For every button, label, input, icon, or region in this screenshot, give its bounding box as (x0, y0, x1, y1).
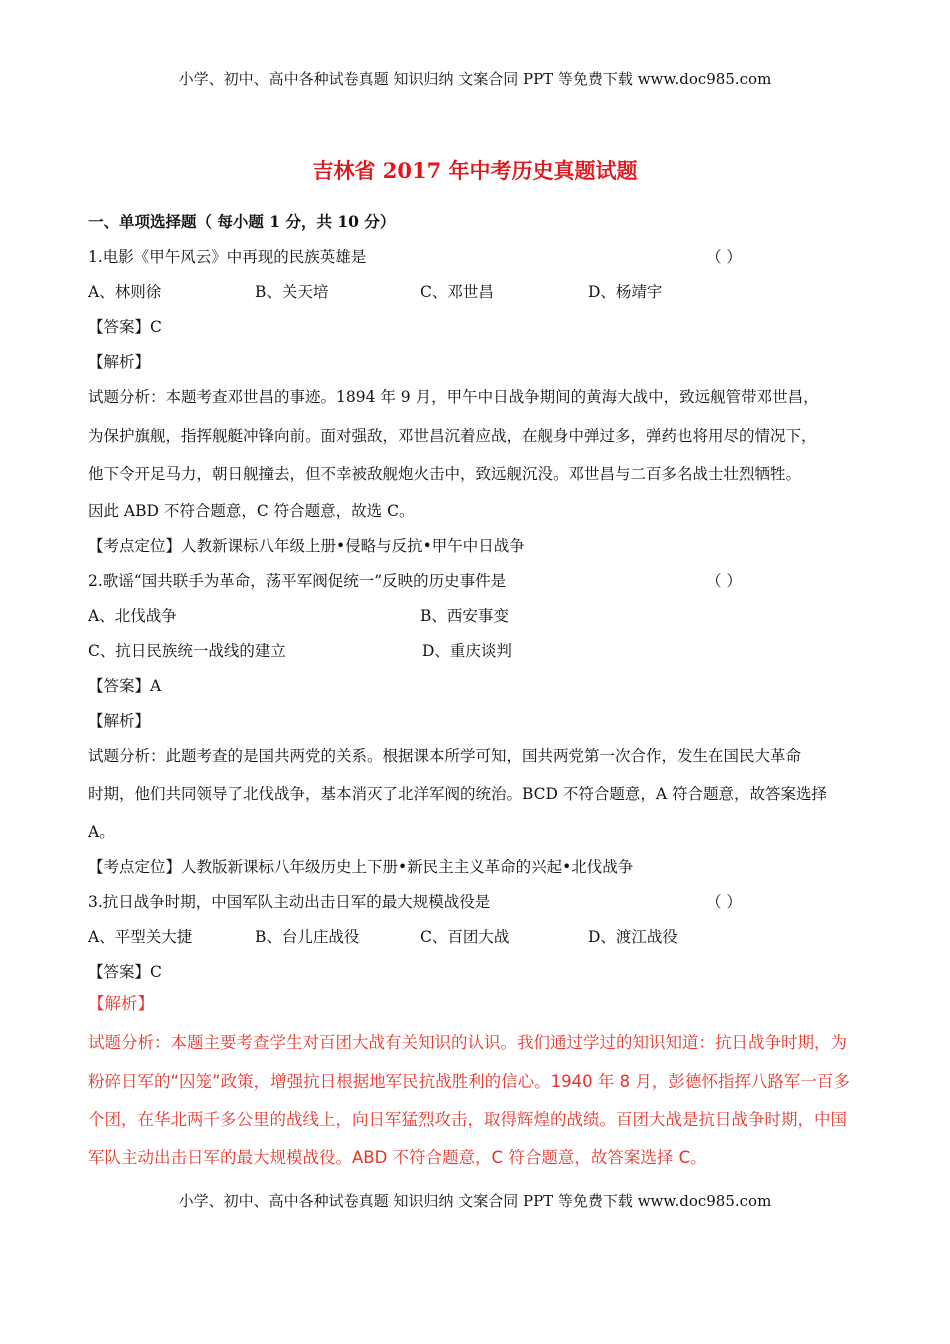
q3-answer-paren: （ ） (706, 893, 742, 911)
q2-analysis-line: A。 (88, 823, 115, 841)
section-heading: 一、单项选择题（ 每小题 1 分，共 10 分） (88, 212, 396, 231)
q3-option-b: B、台儿庄战役 (255, 928, 360, 946)
q2-option-a: A、北伐战争 (88, 607, 177, 625)
q1-analysis-line: 因此 ABD 不符合题意，C 符合题意，故选 C。 (88, 502, 415, 520)
q3-option-d: D、渡江战役 (588, 928, 678, 946)
q3-analysis-line: 军队主动出击日军的最大规模战役。ABD 不符合题意，C 符合题意，故答案选择 C。 (88, 1148, 707, 1167)
q1-analysis-line: 试题分析：本题考查邓世昌的事迹。1894 年 9 月，甲午中日战争期间的黄海大战中，致远舰管带邓世昌， (88, 388, 819, 406)
q2-analysis-line: 时期，他们共同领导了北伐战争，基本消灭了北洋军阀的统治。BCD 不符合题意，A 符合题意，故答案选择 (88, 785, 828, 803)
q1-option-b: B、关天培 (255, 283, 329, 301)
q3-answer: 【答案】C (88, 963, 162, 981)
q1-option-d: D、杨靖宇 (588, 283, 663, 301)
q1-option-c: C、邓世昌 (420, 283, 494, 301)
q1-stem: 1.电影《甲午风云》中再现的民族英雄是 (88, 248, 367, 266)
q1-kaodian: 【考点定位】人教新课标八年级上册•侵略与反抗•甲午中日战争 (88, 537, 525, 555)
q2-option-c: C、抗日民族统一战线的建立 (88, 642, 286, 660)
q3-analysis-line: 试题分析：本题主要考查学生对百团大战有关知识的认识。我们通过学过的知识知道：抗日战争时期，为 (88, 1033, 847, 1052)
q1-analysis-line: 他下令开足马力，朝日舰撞去，但不幸被敌舰炮火击中，致远舰沉没。邓世昌与二百多名战士壮烈牺牲。 (88, 465, 802, 483)
page-header: 小学、初中、高中各种试卷真题 知识归纳 文案合同 PPT 等免费下载 www.doc985.com (178, 70, 772, 88)
q3-analysis-line: 粉碎日军的“囚笼”政策，增强抗日根据地军民抗战胜利的信心。1940 年 8 月，彭德怀指挥八路军一百多 (88, 1072, 850, 1091)
q2-option-b: B、西安事变 (420, 607, 509, 625)
q1-option-a: A、林则徐 (88, 283, 162, 301)
q2-stem: 2.歌谣“国共联手为革命，荡平军阀促统一”反映的历史事件是 (88, 572, 507, 590)
q2-analysis-line: 试题分析：此题考查的是国共两党的关系。根据课本所学可知，国共两党第一次合作，发生在国民大革命 (88, 747, 802, 765)
q3-analysis-line: 个团，在华北两千多公里的战线上，向日军猛烈攻击，取得辉煌的战绩。百团大战是抗日战争时期，中国 (88, 1110, 847, 1129)
page-title: 吉林省 2017 年中考历史真题试题 (312, 158, 638, 183)
q2-kaodian: 【考点定位】人教版新课标八年级历史上下册•新民主主义革命的兴起•北伐战争 (88, 858, 634, 876)
q3-option-c: C、百团大战 (420, 928, 510, 946)
page-footer: 小学、初中、高中各种试卷真题 知识归纳 文案合同 PPT 等免费下载 www.doc985.com (178, 1192, 772, 1210)
q3-option-a: A、平型关大捷 (88, 928, 193, 946)
q2-answer-paren: （ ） (706, 572, 742, 590)
q2-option-d: D、重庆谈判 (422, 642, 512, 660)
q1-analysis-label: 【解析】 (88, 353, 151, 371)
q3-analysis-label: 【解析】 (88, 994, 154, 1013)
q3-stem: 3.抗日战争时期，中国军队主动出击日军的最大规模战役是 (88, 893, 491, 911)
q2-answer: 【答案】A (88, 677, 162, 695)
q2-analysis-label: 【解析】 (88, 712, 151, 730)
q1-analysis-line: 为保护旗舰，指挥舰艇冲锋向前。面对强敌，邓世昌沉着应战，在舰身中弹过多，弹药也将用尽的情况下， (88, 427, 817, 445)
q1-answer-paren: （ ） (706, 248, 742, 266)
q1-answer: 【答案】C (88, 318, 162, 336)
